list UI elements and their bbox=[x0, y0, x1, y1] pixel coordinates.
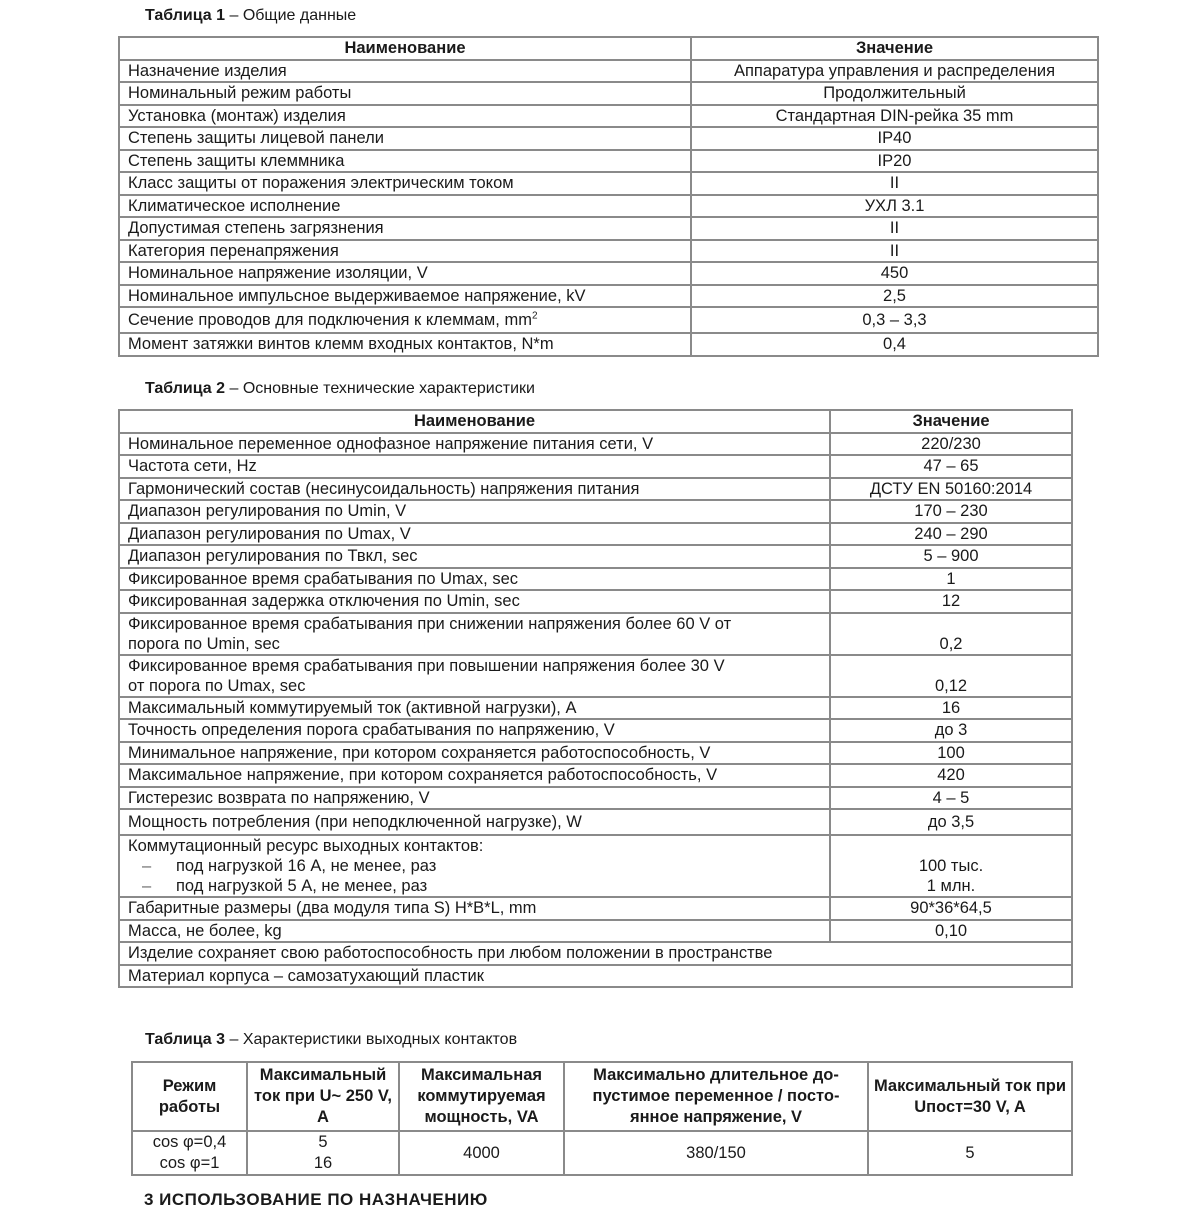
column-header-name: Наименование bbox=[119, 37, 691, 60]
mode-cell bbox=[132, 1131, 247, 1175]
value-line2: 1 млн. bbox=[926, 877, 976, 895]
param-name: Установка (монтаж) изделия bbox=[119, 105, 691, 128]
column-header-value: Значение bbox=[830, 410, 1072, 433]
table-row bbox=[119, 764, 1072, 787]
table-row bbox=[119, 150, 1098, 173]
param-value: II bbox=[691, 240, 1098, 263]
param-name: Степень защиты лицевой панели bbox=[119, 127, 691, 150]
param-value: II bbox=[691, 172, 1098, 195]
general-data-table bbox=[118, 36, 1099, 357]
param-value: 2,5 bbox=[691, 285, 1098, 308]
param-value bbox=[830, 835, 1072, 897]
table-row bbox=[119, 942, 1072, 965]
table-row bbox=[119, 613, 1072, 655]
param-name: Диапазон регулирования по Твкл, sec bbox=[119, 545, 830, 568]
table2-caption bbox=[145, 380, 535, 398]
param-name: Максимальный коммутируемый ток (активной нагрузки), A bbox=[119, 697, 830, 720]
param-value: 420 bbox=[830, 764, 1072, 787]
table1-caption bbox=[145, 7, 356, 25]
param-name bbox=[119, 655, 830, 697]
param-name: Фиксированное время срабатывания по Umax, sec bbox=[119, 568, 830, 591]
column-header-value: Значение bbox=[691, 37, 1098, 60]
param-value: 47 – 65 bbox=[830, 455, 1072, 478]
param-name: Категория перенапряжения bbox=[119, 240, 691, 263]
voltage-cell: 380/150 bbox=[564, 1131, 868, 1175]
param-name-line2: от порога по Umax, sec bbox=[128, 676, 306, 695]
param-name: Гармонический состав (несинусоидальность) напряжения питания bbox=[119, 478, 830, 501]
param-value: IP20 bbox=[691, 150, 1098, 173]
column-header-max-current-ac: Максимальный ток при U~ 250 V, A bbox=[247, 1062, 399, 1131]
table-row bbox=[119, 655, 1072, 697]
table-row bbox=[119, 965, 1072, 988]
param-name-line1: Фиксированное время срабатывания при повышении напряжения более 30 V bbox=[128, 656, 725, 675]
table-row bbox=[119, 809, 1072, 835]
table-row bbox=[119, 285, 1098, 308]
table-row bbox=[119, 433, 1072, 456]
table2-caption-title: – Основные технические характеристики bbox=[225, 380, 535, 397]
dash-bullet: – bbox=[142, 857, 152, 875]
param-name: Степень защиты клеммника bbox=[119, 150, 691, 173]
power-cell: 4000 bbox=[399, 1131, 564, 1175]
param-name: Габаритные размеры (два модуля типа S) H*B*L, mm bbox=[119, 897, 830, 920]
table3-caption-label: Таблица 3 bbox=[145, 1031, 226, 1048]
table-row bbox=[119, 590, 1072, 613]
table-row bbox=[132, 1131, 1072, 1175]
table-row bbox=[119, 240, 1098, 263]
param-name-line1: Фиксированное время срабатывания при снижении напряжения более 60 V от bbox=[128, 614, 732, 633]
table-row bbox=[119, 897, 1072, 920]
param-value: 170 – 230 bbox=[830, 500, 1072, 523]
param-value: 0,3 – 3,3 bbox=[691, 307, 1098, 333]
column-header-mode: Режим работы bbox=[132, 1062, 247, 1131]
param-name: Точность определения порога срабатывания по напряжению, V bbox=[119, 719, 830, 742]
table-header-row bbox=[119, 37, 1098, 60]
param-value: 0,4 bbox=[691, 333, 1098, 356]
ac-current-value-1: 5 bbox=[318, 1133, 328, 1151]
param-name: Диапазон регулирования по Umax, V bbox=[119, 523, 830, 546]
sub-item bbox=[128, 876, 821, 896]
table-row bbox=[119, 478, 1072, 501]
param-name: Климатическое исполнение bbox=[119, 195, 691, 218]
param-name-full: Материал корпуса – самозатухающий пластик bbox=[119, 965, 1072, 988]
param-name: Класс защиты от поражения электрическим током bbox=[119, 172, 691, 195]
table-row bbox=[119, 742, 1072, 765]
table1-caption-title: – Общие данные bbox=[225, 7, 357, 24]
column-header-max-voltage: Максимально длительное до-пустимое переменное / посто-янное напряжение, V bbox=[564, 1062, 868, 1131]
param-value: 100 bbox=[830, 742, 1072, 765]
param-value: ДСТУ EN 50160:2014 bbox=[830, 478, 1072, 501]
param-name: Номинальное импульсное выдерживаемое напряжение, kV bbox=[119, 285, 691, 308]
param-name: Частота сети, Hz bbox=[119, 455, 830, 478]
table-row bbox=[119, 455, 1072, 478]
param-name bbox=[119, 307, 691, 333]
ac-current-value-2: 16 bbox=[313, 1154, 333, 1172]
technical-specs-table bbox=[118, 409, 1073, 988]
param-value: 90*36*64,5 bbox=[830, 897, 1072, 920]
table3-caption-title: – Характеристики выходных контактов bbox=[225, 1031, 518, 1048]
param-name: Максимальное напряжение, при котором сохраняется работоспособность, V bbox=[119, 764, 830, 787]
param-name bbox=[119, 835, 830, 897]
param-name: Назначение изделия bbox=[119, 60, 691, 83]
param-name-text: Сечение проводов для подключения к клеммам, mm bbox=[128, 311, 532, 329]
param-value: 0,12 bbox=[830, 655, 1072, 697]
param-name: Номинальное напряжение изоляции, V bbox=[119, 262, 691, 285]
mode-value-2: cos φ=1 bbox=[159, 1154, 220, 1172]
mode-value-1: cos φ=0,4 bbox=[152, 1133, 227, 1151]
param-name: Масса, не более, kg bbox=[119, 920, 830, 943]
param-value: 0,10 bbox=[830, 920, 1072, 943]
param-value: 4 – 5 bbox=[830, 787, 1072, 810]
table2-caption-label: Таблица 2 bbox=[145, 380, 226, 397]
output-contacts-table bbox=[131, 1061, 1073, 1176]
table-row bbox=[119, 195, 1098, 218]
table-row bbox=[119, 172, 1098, 195]
dc-current-cell: 5 bbox=[868, 1131, 1072, 1175]
param-value: Продолжительный bbox=[691, 82, 1098, 105]
dash-bullet: – bbox=[142, 877, 152, 895]
param-value: 450 bbox=[691, 262, 1098, 285]
table-header-row bbox=[132, 1062, 1072, 1131]
table-row bbox=[119, 697, 1072, 720]
param-value: II bbox=[691, 217, 1098, 240]
table-row bbox=[119, 835, 1072, 897]
param-name-line1: Коммутационный ресурс выходных контактов: bbox=[128, 837, 484, 855]
table3-caption bbox=[145, 1031, 517, 1049]
value-line1: 100 тыс. bbox=[918, 857, 984, 875]
table-row bbox=[119, 307, 1098, 333]
table-row bbox=[119, 82, 1098, 105]
param-name bbox=[119, 613, 830, 655]
table-row bbox=[119, 105, 1098, 128]
param-value: до 3 bbox=[830, 719, 1072, 742]
param-value: до 3,5 bbox=[830, 809, 1072, 835]
next-section-heading: 3 ИСПОЛЬЗОВАНИЕ ПО НАЗНАЧЕНИЮ bbox=[144, 1190, 488, 1209]
table-row bbox=[119, 523, 1072, 546]
table-row bbox=[119, 545, 1072, 568]
param-value: Аппаратура управления и распределения bbox=[691, 60, 1098, 83]
table-row bbox=[119, 787, 1072, 810]
param-name: Минимальное напряжение, при котором сохраняется работоспособность, V bbox=[119, 742, 830, 765]
param-name: Фиксированная задержка отключения по Umin, sec bbox=[119, 590, 830, 613]
param-name: Допустимая степень загрязнения bbox=[119, 217, 691, 240]
table1-caption-label: Таблица 1 bbox=[145, 7, 226, 24]
table-row bbox=[119, 333, 1098, 356]
ac-current-cell bbox=[247, 1131, 399, 1175]
param-value: 1 bbox=[830, 568, 1072, 591]
table-row bbox=[119, 568, 1072, 591]
param-value: 240 – 290 bbox=[830, 523, 1072, 546]
table-row bbox=[119, 217, 1098, 240]
param-name: Момент затяжки винтов клемм входных контактов, N*m bbox=[119, 333, 691, 356]
table-row bbox=[119, 127, 1098, 150]
param-value: 5 – 900 bbox=[830, 545, 1072, 568]
table-row bbox=[119, 719, 1072, 742]
column-header-max-power: Максимальная коммутируемая мощность, VA bbox=[399, 1062, 564, 1131]
param-name: Номинальный режим работы bbox=[119, 82, 691, 105]
param-value: Стандартная DIN-рейка 35 mm bbox=[691, 105, 1098, 128]
param-value: 12 bbox=[830, 590, 1072, 613]
param-value: УХЛ 3.1 bbox=[691, 195, 1098, 218]
sub-item bbox=[128, 856, 821, 876]
sub-item-text: под нагрузкой 5 А, не менее, раз bbox=[176, 877, 428, 895]
table-row bbox=[119, 920, 1072, 943]
param-value: 220/230 bbox=[830, 433, 1072, 456]
param-value: 16 bbox=[830, 697, 1072, 720]
table-row bbox=[119, 262, 1098, 285]
param-name-full: Изделие сохраняет свою работоспособность при любом положении в пространстве bbox=[119, 942, 1072, 965]
param-name: Гистерезис возврата по напряжению, V bbox=[119, 787, 830, 810]
param-name: Мощность потребления (при неподключенной нагрузке), W bbox=[119, 809, 830, 835]
table-row bbox=[119, 500, 1072, 523]
param-name: Диапазон регулирования по Umin, V bbox=[119, 500, 830, 523]
sub-item-text: под нагрузкой 16 А, не менее, раз bbox=[176, 857, 437, 875]
param-name: Номинальное переменное однофазное напряжение питания сети, V bbox=[119, 433, 830, 456]
column-header-name: Наименование bbox=[119, 410, 830, 433]
superscript: 2 bbox=[531, 310, 538, 322]
param-name-line2: порога по Umin, sec bbox=[128, 634, 280, 653]
column-header-max-current-dc: Максимальный ток при Uпост=30 V, A bbox=[868, 1062, 1072, 1131]
param-value: IP40 bbox=[691, 127, 1098, 150]
table-row bbox=[119, 60, 1098, 83]
table-header-row bbox=[119, 410, 1072, 433]
param-value: 0,2 bbox=[830, 613, 1072, 655]
